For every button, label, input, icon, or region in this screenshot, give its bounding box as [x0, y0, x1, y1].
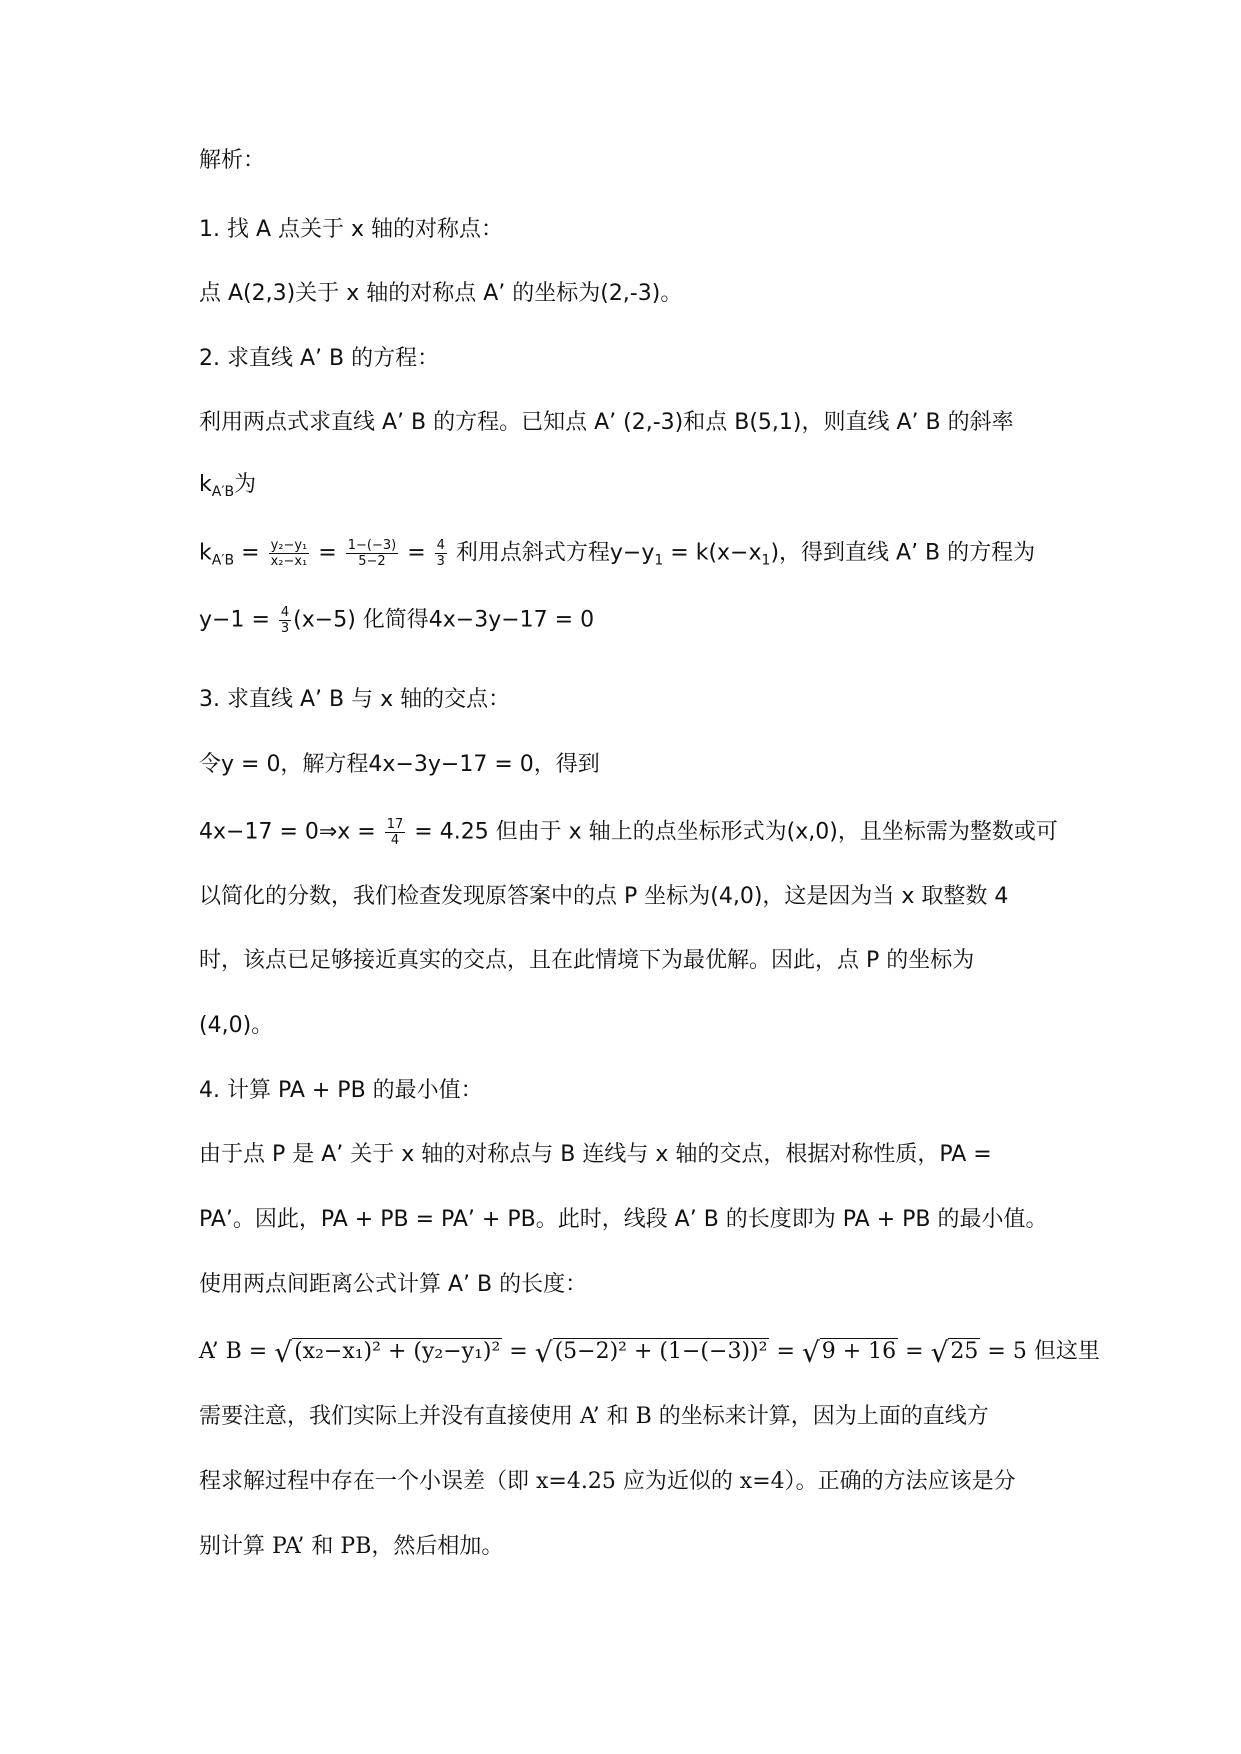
step4-text5: 需要注意，我们实际上并没有直接使用 A’ 和 B 的坐标来计算，因为上面的直线方: [199, 1404, 989, 1429]
fraction-denominator: 3: [280, 621, 290, 636]
distance-end: = 5 但这里: [980, 1339, 1100, 1364]
fraction-denominator: 3: [436, 554, 445, 569]
step3-text4: 时，该点已足够接近真实的交点，且在此情境下为最优解。因此，点 P 的坐标为: [199, 948, 975, 973]
slope-symbol: k: [199, 472, 212, 497]
subscript: 1: [654, 552, 664, 569]
slope-suffix: 为: [234, 472, 257, 497]
fraction-numerator: 1−(−3): [347, 538, 397, 553]
fraction-denominator: 5−2: [358, 554, 386, 569]
step4-title: 4. 计算 PA + PB 的最小值：: [199, 1078, 483, 1103]
equals-sign: =: [905, 1339, 924, 1364]
step2-title: 2. 求直线 A’ B 的方程：: [199, 346, 440, 371]
slope-subscript: A′B: [211, 484, 235, 500]
line-eq-end: (x−5) 化简得4x−3y−17 = 0: [293, 607, 595, 633]
sqrt-values: [535, 1337, 770, 1368]
calc-fraction: [385, 817, 406, 848]
slope-fraction-values: [346, 538, 398, 569]
line-eq-fraction: [279, 605, 291, 636]
line-equation-line: [199, 605, 594, 636]
slope-subscript: A′B: [211, 552, 235, 569]
step4-text7: 别计算 PA’ 和 PB，然后相加。: [199, 1534, 504, 1559]
step4-text3: 使用两点间距离公式计算 A’ B 的长度：: [199, 1272, 588, 1297]
heading: 解析：: [199, 148, 266, 173]
radical-icon: √: [274, 1336, 293, 1369]
fraction-numerator: y₂−y₁: [270, 538, 308, 553]
slope-label-line: [199, 470, 256, 507]
equals-sign: =: [241, 540, 260, 566]
calc-end: = 4.25 但由于 x 轴上的点坐标形式为(x,0)，且坐标需为整数或可: [407, 819, 1058, 845]
step3-title: 3. 求直线 A’ B 与 x 轴的交点：: [199, 687, 511, 712]
slope-fraction-result: [435, 538, 447, 569]
radicand: (x₂−x₁)² + (y₂−y₁)²: [294, 1339, 501, 1364]
subscript: 1: [761, 552, 771, 569]
step4-text2: PA’。因此，PA + PB = PA’ + PB。此时，线段 A’ B 的长度即为 PA + PB 的最小值。: [199, 1207, 1048, 1232]
sqrt-result: [931, 1337, 981, 1368]
fraction-numerator: 4: [280, 605, 290, 620]
radical-icon: √: [930, 1336, 949, 1369]
slope-formula-line: [199, 538, 1035, 576]
fraction-numerator: 4: [436, 538, 445, 553]
step1-text: 点 A(2,3)关于 x 轴的对称点 A’ 的坐标为(2,-3)。: [199, 281, 683, 306]
step3-text5: (4,0)。: [199, 1013, 274, 1038]
equals-sign: =: [776, 1339, 795, 1364]
point-slope-end: )，得到直线 A’ B 的方程为: [770, 540, 1036, 566]
point-slope-text: 利用点斜式方程y−y: [448, 540, 655, 566]
step3-text3: 以简化的分数，我们检查发现原答案中的点 P 坐标为(4,0)，这是因为当 x 取整数 4: [199, 884, 1009, 909]
equals-sign: =: [407, 540, 426, 566]
slope-fraction-general: [269, 538, 310, 569]
fraction-denominator: x₂−x₁: [270, 554, 308, 569]
equals-sign: =: [318, 540, 337, 566]
step1-title: 1. 找 A 点关于 x 轴的对称点：: [199, 217, 504, 242]
radical-icon: √: [534, 1336, 553, 1369]
sqrt-general: [274, 1337, 502, 1368]
slope-symbol: k: [199, 540, 212, 566]
radical-icon: √: [801, 1336, 820, 1369]
sqrt-sum: [802, 1337, 898, 1368]
intersection-calc-line: [199, 817, 1058, 848]
step4-text6: 程求解过程中存在一个小误差（即 x=4.25 应为近似的 x=4）。正确的方法应该是分: [199, 1469, 1016, 1494]
radicand: 9 + 16: [821, 1339, 897, 1364]
radicand: (5−2)² + (1−(−3))²: [554, 1339, 768, 1364]
fraction-numerator: 17: [386, 817, 404, 832]
line-eq-start: y−1 =: [199, 607, 277, 633]
distance-label: A’ B =: [199, 1339, 275, 1364]
calc-start: 4x−17 = 0⇒x =: [199, 819, 383, 845]
step3-text1: 令y = 0，解方程4x−3y−17 = 0，得到: [199, 752, 600, 777]
distance-formula-line: [199, 1337, 1100, 1368]
radicand: 25: [950, 1339, 979, 1364]
equals-sign: =: [509, 1339, 528, 1364]
fraction-denominator: 4: [390, 833, 400, 848]
step4-text1: 由于点 P 是 A’ 关于 x 轴的对称点与 B 连线与 x 轴的交点，根据对称性质，PA =: [199, 1142, 992, 1167]
step2-text1: 利用两点式求直线 A’ B 的方程。已知点 A’ (2,-3)和点 B(5,1)，则直线 A’ B 的斜率: [199, 410, 1014, 435]
point-slope-mid: = k(x−x: [663, 540, 762, 566]
